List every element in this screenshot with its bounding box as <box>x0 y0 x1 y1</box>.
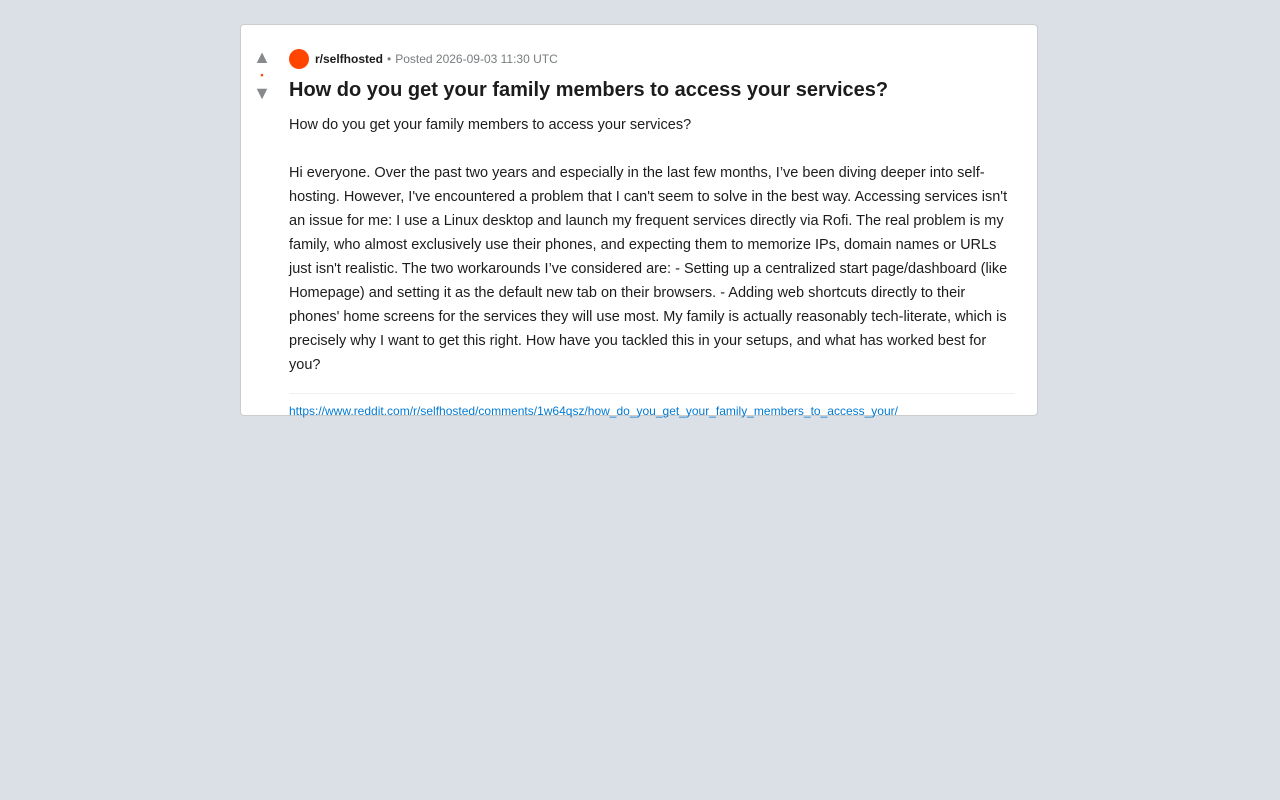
divider <box>289 393 1015 394</box>
subreddit-avatar-icon[interactable] <box>289 49 309 69</box>
post-meta <box>289 49 1015 69</box>
vote-column <box>252 48 272 102</box>
downvote-arrow-icon[interactable]: ▼ <box>253 83 271 103</box>
post-timestamp: Posted 2026-09-03 11:30 UTC <box>395 52 558 66</box>
post-content <box>289 49 1015 419</box>
post-body-paragraph: How do you get your family members to access your services? <box>289 117 692 133</box>
meta-separator: • <box>387 52 392 66</box>
post-body-paragraph: Hi everyone. Over the past two years and especially in the last few months, I’ve been diving deeper into self-hosting. However, I've encountered a problem that I can't seem to solve in the best way. Accessing services isn't an issue for me: I use a Linux desktop and launch my frequent services directly via Rofi. The real problem is my family, who almost exclusively use their phones, and expecting them to memorize IPs, domain names or URLs just isn't realistic. The two workarounds I’ve considered are: - Setting up a centralized start page/dashboard (like Homepage) and setting it as the default new tab on their browsers. - Adding web shortcuts directly to their phones' home screens for the services they will use most. My family is actually reasonably tech-literate, which is precisely why I want to get this right. How have you tackled this in your setups, and what has worked best for you? <box>289 165 1008 373</box>
post-title[interactable]: How do you get your family members to access your services? <box>289 79 889 101</box>
permalink-link[interactable]: https://www.reddit.com/r/selfhosted/comments/1w64qsz/how_do_you_get_your_family_members_to_access_your/ <box>289 404 898 418</box>
upvote-arrow-icon[interactable]: ▲ <box>253 47 271 67</box>
post-card <box>240 24 1038 416</box>
subreddit-link[interactable]: r/selfhosted <box>315 52 384 66</box>
vote-score: • <box>260 70 264 80</box>
post-body <box>289 113 1015 377</box>
